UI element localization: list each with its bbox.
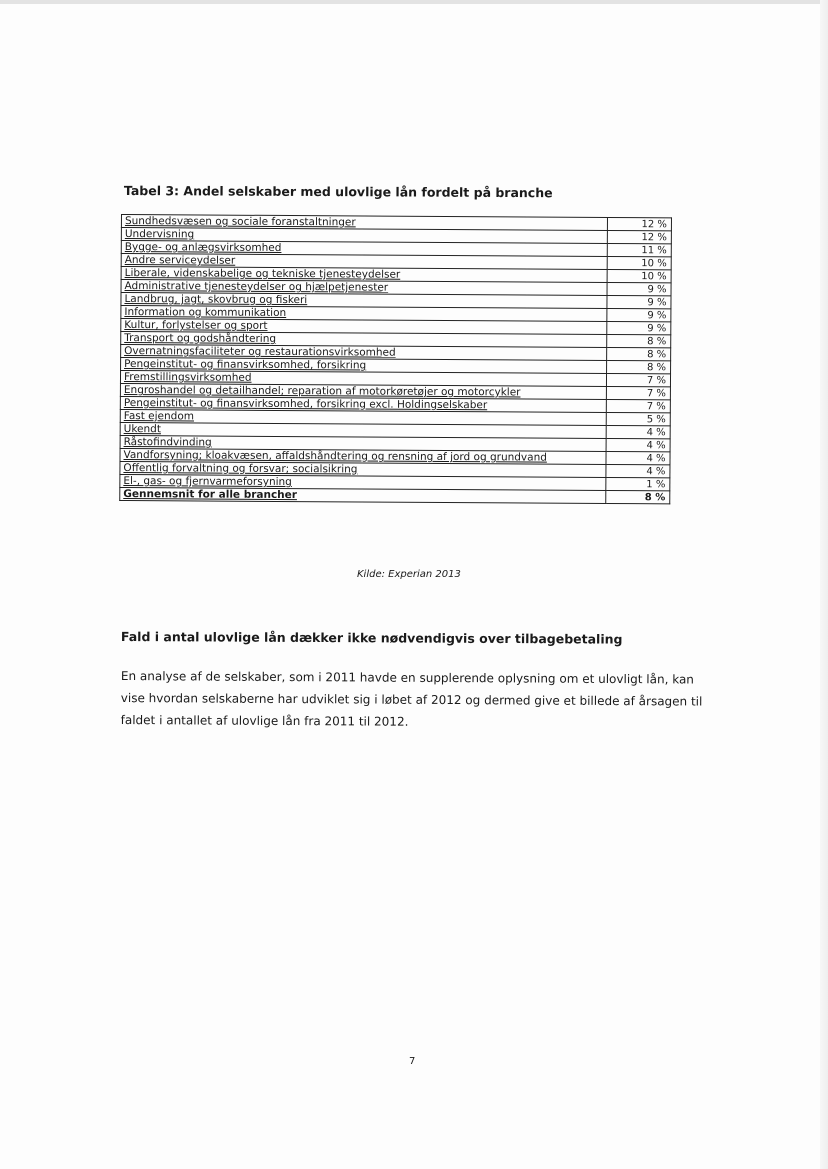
body-paragraph: En analyse af de selskaber, som i 2011 havde en supplerende oplysning om et ulovligt lån, kan vise hvordan selskaberne har udviklet sig i løbet af 2012 og dermed give et billede af årsagen til faldet i antallet af ulovlige lån fra 2011 til 2012.: [120, 668, 703, 729]
branch-share: 8 %: [607, 334, 671, 347]
branch-share: 12 %: [608, 230, 672, 243]
total-label: Gennemsnit for alle brancher: [120, 487, 606, 503]
section-heading: Fald i antal ulovlige lån dækker ikke nødvendigvis over tilbagebetaling: [120, 629, 623, 647]
branch-name: Ukendt: [120, 422, 606, 438]
branch-share: 4 %: [606, 438, 670, 451]
branch-share: 5 %: [607, 412, 671, 425]
branch-share: 10 %: [608, 256, 672, 269]
branch-name: Sundhedsvæsen og sociale foranstaltninger: [121, 215, 607, 231]
total-share: 8 %: [606, 490, 670, 503]
table-total-row: [120, 487, 670, 503]
branch-share: 4 %: [606, 464, 670, 477]
branch-name: Offentlig forvaltning og forsvar; socialsikring: [120, 461, 606, 477]
branch-share: 9 %: [607, 321, 671, 334]
branch-share: 10 %: [607, 269, 671, 282]
branch-name: Råstofindvinding: [120, 435, 606, 451]
branch-share: 8 %: [607, 360, 671, 373]
branch-share: 4 %: [606, 451, 670, 464]
branch-name: Pengeinstitut- og finansvirksomhed, forsikring: [121, 358, 607, 374]
table-source: Kilde: Experian 2013: [357, 569, 461, 580]
scan-top-edge: [0, 0, 828, 4]
branch-share: 12 %: [608, 217, 672, 230]
branch-share: 7 %: [607, 386, 671, 399]
branch-share: 9 %: [607, 295, 671, 308]
branch-name: Fremstillingsvirksomhed: [120, 371, 606, 387]
branch-share: 4 %: [606, 425, 670, 438]
branch-name: Undervisning: [121, 228, 607, 244]
branch-name: Bygge- og anlægsvirksomhed: [121, 241, 607, 257]
branch-name: Vandforsyning; kloakvæsen, affaldshåndtering og rensning af jord og grundvand: [120, 448, 606, 464]
branch-share: 11 %: [608, 243, 672, 256]
branch-share: 7 %: [607, 373, 671, 386]
branch-share: 7 %: [607, 399, 671, 412]
branch-name: Kultur, forlystelser og sport: [121, 319, 607, 335]
scan-right-edge: [820, 0, 828, 1169]
branch-share: 8 %: [607, 347, 671, 360]
branch-table-container: [119, 214, 672, 504]
table-title: Tabel 3: Andel selskaber med ulovlige lån fordelt på branche: [123, 183, 553, 201]
branch-name: Overnatningsfaciliteter og restaurationsvirksomhed: [121, 345, 607, 361]
branch-name: Administrative tjenesteydelser og hjælpetjenester: [121, 280, 607, 296]
branch-name: El-, gas- og fjernvarmeforsyning: [120, 474, 606, 490]
page-number: 7: [409, 1056, 416, 1067]
branch-share: 9 %: [607, 282, 671, 295]
branch-name: Liberale, videnskabelige og tekniske tjenesteydelser: [121, 267, 607, 283]
branch-share: 9 %: [607, 308, 671, 321]
branch-table: [119, 214, 672, 504]
branch-table-body: [120, 215, 672, 504]
branch-name: Fast ejendom: [120, 409, 606, 425]
branch-name: Pengeinstitut- og finansvirksomhed, forsikring excl. Holdingselskaber: [120, 396, 606, 412]
branch-name: Landbrug, jagt, skovbrug og fiskeri: [121, 293, 607, 309]
branch-name: Andre serviceydelser: [121, 254, 607, 270]
branch-name: Information og kommunikation: [121, 306, 607, 322]
branch-share: 1 %: [606, 477, 670, 490]
branch-name: Engroshandel og detailhandel; reparation af motorkøretøjer og motorcykler: [120, 383, 606, 399]
branch-name: Transport og godshåndtering: [121, 332, 607, 348]
